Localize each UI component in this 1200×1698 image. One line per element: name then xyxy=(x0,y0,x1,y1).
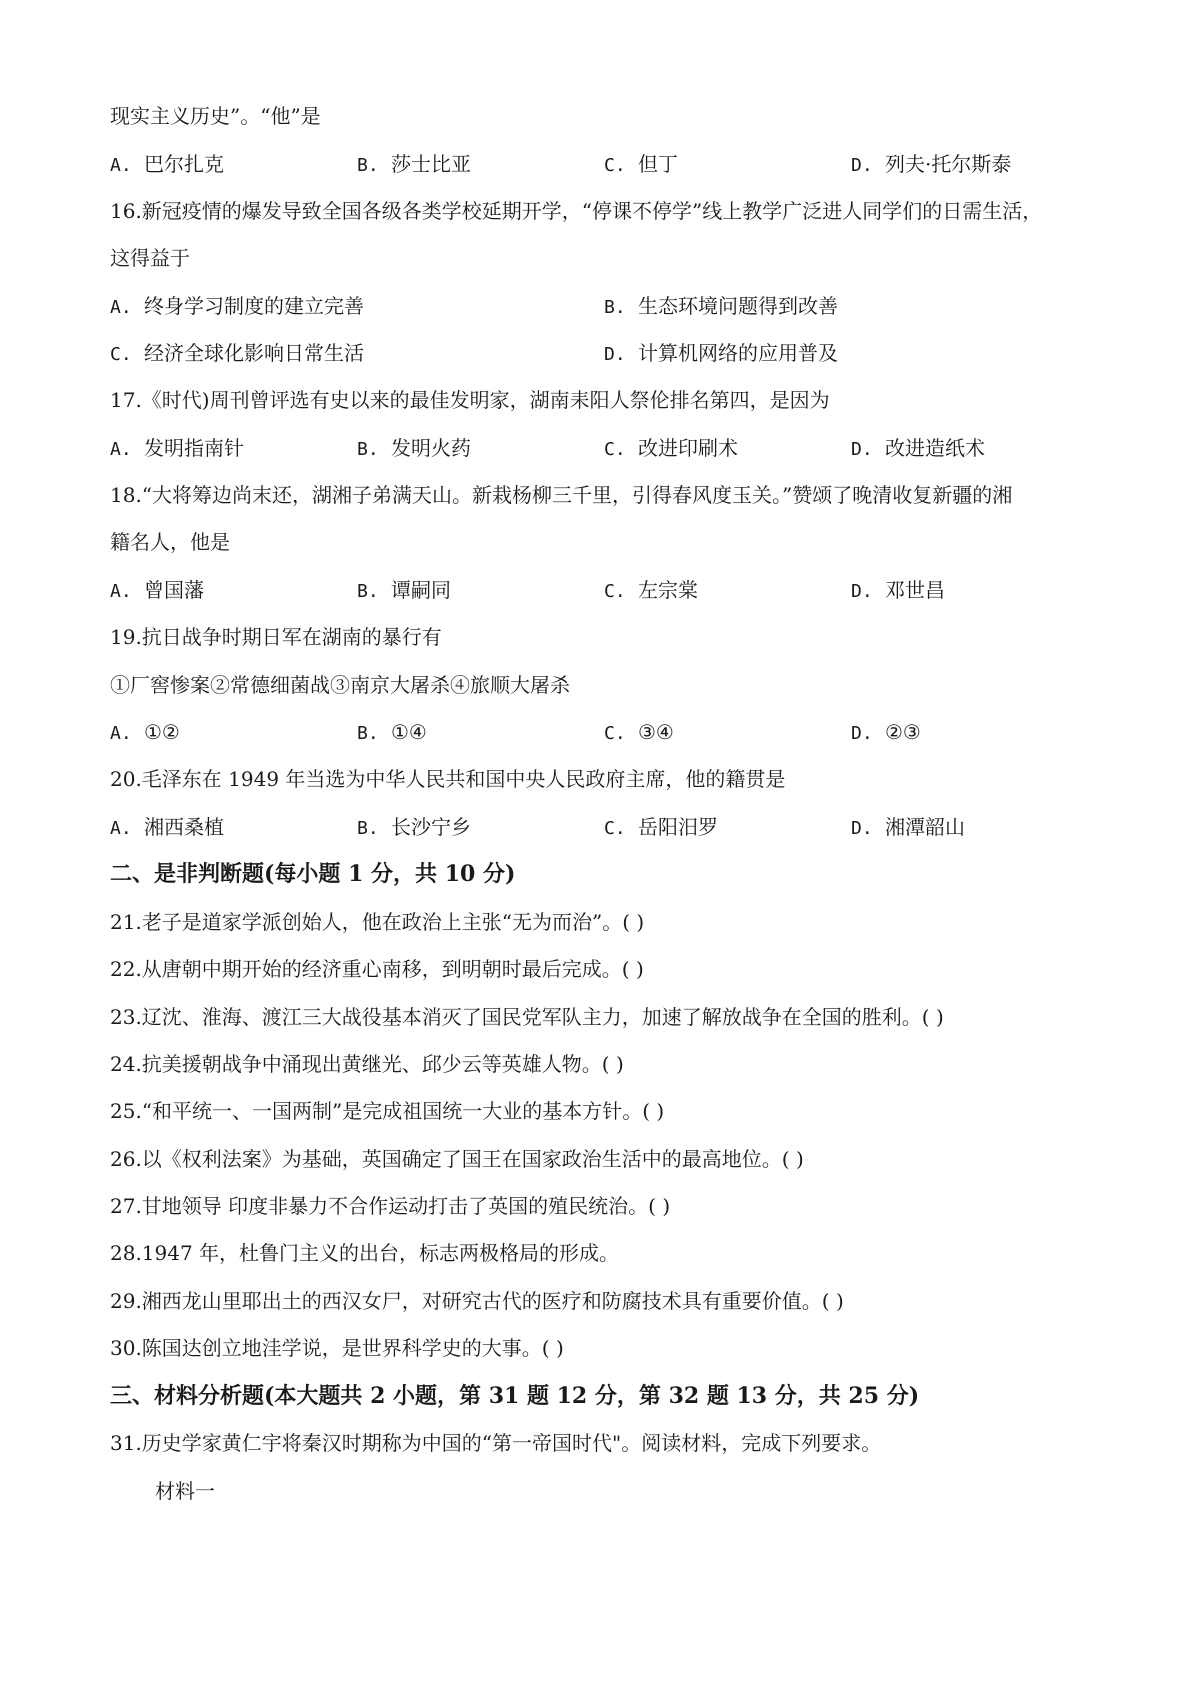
question-29: 29.湘西龙山里耶出土的西汉女尸，对研究古代的医疗和防腐技术具有重要价值。( ) xyxy=(110,1289,844,1313)
option-a: A. 巴尔扎克 xyxy=(110,152,224,176)
option-a: A. ①② xyxy=(110,720,180,744)
question-20-stem: 20.毛泽东在 1949 年当选为中华人民共和国中央人民政府主席，他的籍贯是 xyxy=(110,767,786,791)
option-b: B. ①④ xyxy=(357,720,427,744)
option-b: B. 莎士比亚 xyxy=(357,152,471,176)
option-d: D. 列夫·托尔斯泰 xyxy=(851,152,1012,176)
option-a: A. 曾国藩 xyxy=(110,578,204,602)
question-19-items: ①厂窖惨案②常德细菌战③南京大屠杀④旅顺大屠杀 xyxy=(110,673,570,697)
question-16-options-row1 xyxy=(110,292,1110,320)
question-17-options xyxy=(110,434,1110,462)
question-27: 27.甘地领导 印度非暴力不合作运动打击了英国的殖民统治。( ) xyxy=(110,1194,671,1218)
question-18-stem-line1: 18.“大将筹边尚末还，湖湘子弟满天山。新栽杨柳三千里，引得春风度玉关。”赞颂了晚清收复新疆的湘 xyxy=(110,483,1013,507)
section-3-heading: 三、材料分析题(本大题共 2 小题，第 31 题 12 分，第 32 题 13 分，共 25 分) xyxy=(110,1383,920,1409)
question-23: 23.辽沈、淮海、渡江三大战役基本消灭了国民党军队主力，加速了解放战争在全国的胜利。( ) xyxy=(110,1005,944,1029)
option-d: D. ②③ xyxy=(851,720,921,744)
question-31-stem: 31.历史学家黄仁宇将秦汉时期称为中国的“第一帝国时代"。阅读材料，完成下列要求。 xyxy=(110,1431,882,1455)
question-26: 26.以《权利法案》为基础，英国确定了国王在国家政治生活中的最高地位。( ) xyxy=(110,1147,804,1171)
question-30: 30.陈国达创立地洼学说，是世界科学史的大事。( ) xyxy=(110,1336,564,1360)
option-c: C. 左宗棠 xyxy=(604,578,698,602)
question-17-stem: 17.《时代)周刊曾评选有史以来的最佳发明家，湖南耒阳人祭伦排名第四，是因为 xyxy=(110,388,830,412)
question-16-stem-line1: 16.新冠疫情的爆发导致全国各级各类学校延期开学，“停课不停学”线上教学广泛进人同学们的日需生活， xyxy=(110,199,1043,223)
question-16-options-row2 xyxy=(110,339,1110,367)
option-a: A. 湘西桑植 xyxy=(110,815,224,839)
question-21: 21.老子是道家学派创始人，他在政治上主张“无为而治”。( ) xyxy=(110,910,645,934)
option-c: C. 但丁 xyxy=(604,152,678,176)
option-d: D. 改进造纸术 xyxy=(851,436,985,460)
question-15-options xyxy=(110,150,1110,178)
question-18-stem-line2: 籍名人，他是 xyxy=(110,530,230,554)
question-24: 24.抗美援朝战争中涌现出黄继光、邱少云等英雄人物。( ) xyxy=(110,1052,624,1076)
option-a: A. 终身学习制度的建立完善 xyxy=(110,294,364,318)
option-d: D. 计算机网络的应用普及 xyxy=(604,341,838,365)
question-18-options xyxy=(110,576,1110,604)
section-2-heading: 二、是非判断题(每小题 1 分，共 10 分) xyxy=(110,861,516,887)
option-c: C. 岳阳汨罗 xyxy=(604,815,718,839)
option-b: B. 发明火药 xyxy=(357,436,471,460)
question-20-options xyxy=(110,813,1110,841)
question-15-tail: 现实主义历史”。“他”是 xyxy=(110,104,321,128)
question-25: 25.“和平统一、一国两制”是完成祖国统一大业的基本方针。( ) xyxy=(110,1099,665,1123)
option-d: D. 湘潭韶山 xyxy=(851,815,965,839)
question-19-stem: 19.抗日战争时期日军在湖南的暴行有 xyxy=(110,625,442,649)
option-b: B. 谭嗣同 xyxy=(357,578,451,602)
option-c: C. 经济全球化影响日常生活 xyxy=(110,341,364,365)
question-16-stem-line2: 这得益于 xyxy=(110,246,190,270)
option-b: B. 生态环境问题得到改善 xyxy=(604,294,838,318)
question-22: 22.从唐朝中期开始的经济重心南移，到明朝时最后完成。( ) xyxy=(110,957,644,981)
question-19-options xyxy=(110,718,1110,746)
option-b: B. 长沙宁乡 xyxy=(357,815,471,839)
question-28: 28.1947 年，杜鲁门主义的出台，标志两极格局的形成。 xyxy=(110,1241,620,1265)
option-d: D. 邓世昌 xyxy=(851,578,945,602)
material-1-label: 材料一 xyxy=(155,1479,215,1503)
option-c: C. 改进印刷术 xyxy=(604,436,738,460)
option-a: A. 发明指南针 xyxy=(110,436,244,460)
option-c: C. ③④ xyxy=(604,720,674,744)
